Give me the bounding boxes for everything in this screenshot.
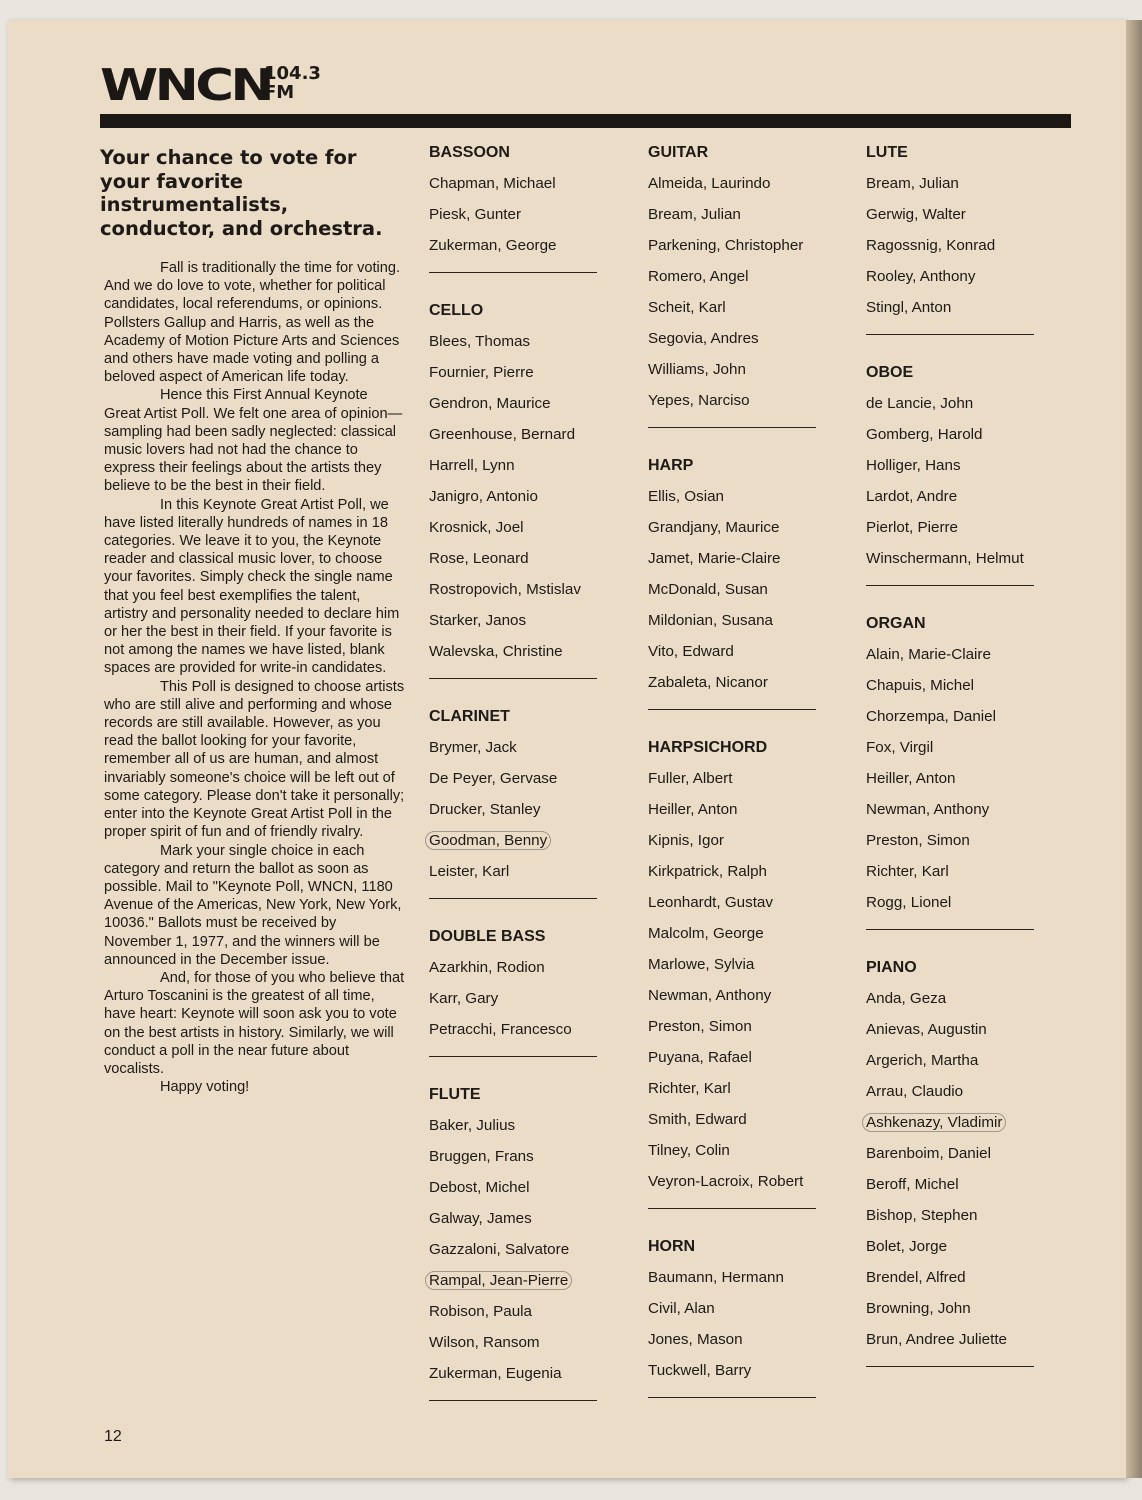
- ballot-name-text: Rostropovich, Mstislav: [429, 581, 581, 598]
- ballot-name-text: Krosnick, Joel: [429, 519, 524, 536]
- ballot-name-text: Puyana, Rafael: [648, 1049, 752, 1066]
- ballot-name-text: Leonhardt, Gustav: [648, 894, 773, 911]
- ballot-name-text: Azarkhin, Rodion: [429, 959, 545, 976]
- ballot-name[interactable]: [648, 830, 828, 861]
- ballot-name[interactable]: [648, 390, 828, 421]
- intro-paragraph: And, for those of you who believe that Arturo Toscanini is the greatest of all time, have heart: Keynote will soon ask you to vote on the best artists in history. Similarly, we will conduct a poll in the near future about vocalists.: [104, 969, 405, 1077]
- ballot-name[interactable]: [866, 988, 1046, 1019]
- intro-paragraph: Happy voting!: [160, 1079, 250, 1096]
- ballot-name[interactable]: [429, 1363, 609, 1394]
- ballot-name[interactable]: [429, 610, 609, 641]
- ballot-name[interactable]: [648, 1109, 828, 1140]
- category-heading: HARP: [648, 457, 694, 474]
- ballot-name[interactable]: [866, 644, 1046, 675]
- ballot-name-text: Debost, Michel: [429, 1179, 530, 1196]
- write-in-line[interactable]: [429, 672, 609, 706]
- ballot-name[interactable]: [429, 1270, 609, 1301]
- circled-ballot-name: Rampal, Jean-Pierre: [425, 1271, 572, 1290]
- ballot-name-text: Anievas, Augustin: [866, 1021, 987, 1038]
- ballot-name[interactable]: [866, 297, 1046, 328]
- ballot-name[interactable]: [429, 235, 609, 266]
- ballot-name-text: Yepes, Narciso: [648, 392, 750, 409]
- ballot-name[interactable]: [429, 1208, 609, 1239]
- ballot-name-text: Brun, Andree Juliette: [866, 1331, 1007, 1348]
- ballot-name-text: Leister, Karl: [429, 863, 510, 880]
- ballot-name-text: Alain, Marie-Claire: [866, 646, 991, 663]
- ballot-name[interactable]: [429, 173, 609, 204]
- ballot-name[interactable]: [648, 548, 828, 579]
- ballot-name[interactable]: [429, 830, 609, 861]
- ballot-name[interactable]: [866, 1205, 1046, 1236]
- ballot-name[interactable]: [866, 1298, 1046, 1329]
- ballot-name[interactable]: [648, 297, 828, 328]
- ballot-name[interactable]: [648, 486, 828, 517]
- ballot-name-text: Grandjany, Maurice: [648, 519, 780, 536]
- ballot-name-text: Janigro, Antonio: [429, 488, 538, 505]
- ballot-name-text: McDonald, Susan: [648, 581, 768, 598]
- ballot-name-text: Marlowe, Sylvia: [648, 956, 755, 973]
- ballot-name-text: Arrau, Claudio: [866, 1083, 964, 1100]
- category-heading: GUITAR: [648, 144, 709, 161]
- ballot-name-text: Bolet, Jorge: [866, 1238, 948, 1255]
- ballot-column-3: [866, 142, 1046, 1394]
- ballot-name-text: Bishop, Stephen: [866, 1207, 978, 1224]
- ballot-name-text: Karr, Gary: [429, 990, 499, 1007]
- ballot-name[interactable]: [648, 266, 828, 297]
- ballot-name[interactable]: [429, 1332, 609, 1363]
- circled-ballot-name: Goodman, Benny: [425, 831, 551, 850]
- ballot-name[interactable]: [648, 1329, 828, 1360]
- ballot-name[interactable]: [648, 672, 828, 703]
- category-heading: HORN: [648, 1238, 696, 1255]
- ballot-name[interactable]: [429, 1019, 609, 1050]
- ballot-name-text: Gerwig, Walter: [866, 206, 966, 223]
- ballot-name-text: Baker, Julius: [429, 1117, 516, 1134]
- ballot-name-text: Romero, Angel: [648, 268, 749, 285]
- ballot-name-text: Pierlot, Pierre: [866, 519, 959, 536]
- ballot-name[interactable]: [429, 204, 609, 235]
- ballot-name[interactable]: [429, 362, 609, 393]
- intro-text: [104, 259, 406, 1096]
- ballot-name-text: Williams, John: [648, 361, 746, 378]
- ballot-name[interactable]: [866, 830, 1046, 861]
- ballot-name[interactable]: [866, 486, 1046, 517]
- ballot-name-text: Newman, Anthony: [866, 801, 990, 818]
- ballot-name-text: de Lancie, John: [866, 395, 974, 412]
- ballot-name-text: Malcolm, George: [648, 925, 764, 942]
- ballot-name[interactable]: [648, 892, 828, 923]
- ballot-name-text: Gomberg, Harold: [866, 426, 983, 443]
- ballot-name-text: Bream, Julian: [866, 175, 959, 192]
- ballot-name[interactable]: [648, 610, 828, 641]
- ballot-name-text: Rose, Leonard: [429, 550, 529, 567]
- ballot-name-text: Brymer, Jack: [429, 739, 517, 756]
- ballot-name-text: Civil, Alan: [648, 1300, 715, 1317]
- ballot-name-text: Mildonian, Susana: [648, 612, 773, 629]
- ballot-name[interactable]: [648, 799, 828, 830]
- ballot-name[interactable]: [429, 486, 609, 517]
- ballot-name[interactable]: [429, 737, 609, 768]
- write-in-line[interactable]: [429, 1394, 609, 1428]
- ballot-column-2: [648, 142, 828, 1425]
- logo-frequency-band: FM: [264, 82, 295, 103]
- ballot-name[interactable]: [866, 768, 1046, 799]
- ballot-name-text: Baumann, Hermann: [648, 1269, 784, 1286]
- ballot-name-text: Chapuis, Michel: [866, 677, 975, 694]
- category-heading: LUTE: [866, 144, 908, 161]
- ballot-name-text: Walevska, Christine: [429, 643, 563, 660]
- ballot-name[interactable]: [866, 1267, 1046, 1298]
- ballot-name-text: Robison, Paula: [429, 1303, 533, 1320]
- write-in-line[interactable]: [648, 703, 828, 737]
- ballot-name[interactable]: [648, 328, 828, 359]
- ballot-name-text: Beroff, Michel: [866, 1176, 959, 1193]
- ballot-name-text: Argerich, Martha: [866, 1052, 979, 1069]
- ballot-name[interactable]: [648, 1298, 828, 1329]
- ballot-name[interactable]: [866, 1081, 1046, 1112]
- ballot-name-text: Blees, Thomas: [429, 333, 531, 350]
- write-in-line[interactable]: [429, 1050, 609, 1084]
- ballot-name[interactable]: [648, 173, 828, 204]
- ballot-name[interactable]: [429, 988, 609, 1019]
- ballot-name[interactable]: [866, 548, 1046, 579]
- ballot-name-text: Chapman, Michael: [429, 175, 556, 192]
- wncn-logo: [100, 60, 321, 111]
- write-in-line[interactable]: [866, 1360, 1046, 1394]
- ballot-name[interactable]: [648, 235, 828, 266]
- ballot-name[interactable]: [429, 1146, 609, 1177]
- ballot-name[interactable]: [866, 517, 1046, 548]
- ballot-name-text: Gendron, Maurice: [429, 395, 551, 412]
- ballot-name[interactable]: [429, 548, 609, 579]
- ballot-name[interactable]: [648, 1140, 828, 1171]
- ballot-name[interactable]: [648, 1360, 828, 1391]
- ballot-name[interactable]: [648, 768, 828, 799]
- ballot-name-text: Heiller, Anton: [648, 801, 738, 818]
- write-in-line[interactable]: [648, 421, 828, 455]
- write-in-line[interactable]: [429, 892, 609, 926]
- ballot-name-text: Jamet, Marie-Claire: [648, 550, 781, 567]
- page-spine: [1126, 20, 1142, 1478]
- ballot-name-text: Rogg, Lionel: [866, 894, 952, 911]
- category-heading: DOUBLE BASS: [429, 928, 546, 945]
- ballot-name-text: Ragossnig, Konrad: [866, 237, 996, 254]
- ballot-name-text: Richter, Karl: [648, 1080, 731, 1097]
- category-heading: HARPSICHORD: [648, 739, 768, 756]
- ballot-name[interactable]: [429, 579, 609, 610]
- write-in-line[interactable]: [429, 266, 609, 300]
- ballot-name[interactable]: [866, 861, 1046, 892]
- ballot-name-text: Veyron-Lacroix, Robert: [648, 1173, 804, 1190]
- ballot-name-text: Piesk, Gunter: [429, 206, 522, 223]
- ballot-name[interactable]: [648, 954, 828, 985]
- ballot-name-text: Gazzaloni, Salvatore: [429, 1241, 570, 1258]
- category-heading: ORGAN: [866, 615, 926, 632]
- ballot-column-1: [429, 142, 609, 1428]
- ballot-name[interactable]: [429, 1177, 609, 1208]
- ballot-name-text: Almeida, Laurindo: [648, 175, 771, 192]
- ballot-name-text: Parkening, Christopher: [648, 237, 804, 254]
- ballot-name-text: Scheit, Karl: [648, 299, 726, 316]
- ballot-name[interactable]: [866, 1112, 1046, 1143]
- ballot-name[interactable]: [648, 517, 828, 548]
- category-heading: PIANO: [866, 959, 917, 976]
- ballot-name-text: Ellis, Osian: [648, 488, 724, 505]
- ballot-name[interactable]: [648, 1016, 828, 1047]
- ballot-name-text: Petracchi, Francesco: [429, 1021, 572, 1038]
- ballot-name[interactable]: [648, 923, 828, 954]
- ballot-name[interactable]: [866, 737, 1046, 768]
- ballot-name-text: Jones, Mason: [648, 1331, 743, 1348]
- ballot-name-text: Starker, Janos: [429, 612, 527, 629]
- page-headline: Your chance to vote for your favorite instrumentalists, conductor, and orchestra.: [100, 146, 383, 240]
- ballot-name[interactable]: [866, 799, 1046, 830]
- ballot-name-text: Chorzempa, Daniel: [866, 708, 996, 725]
- ballot-name[interactable]: [866, 1174, 1046, 1205]
- ballot-name-text: Harrell, Lynn: [429, 457, 515, 474]
- ballot-name[interactable]: [648, 985, 828, 1016]
- ballot-name-text: Tuckwell, Barry: [648, 1362, 752, 1379]
- ballot-name-text: Fox, Virgil: [866, 739, 934, 756]
- write-in-line[interactable]: [648, 1391, 828, 1425]
- ballot-name[interactable]: [648, 1267, 828, 1298]
- circled-ballot-name: Ashkenazy, Vladimir: [862, 1113, 1006, 1132]
- ballot-name[interactable]: [866, 1050, 1046, 1081]
- ballot-name[interactable]: [866, 1019, 1046, 1050]
- ballot-name[interactable]: [866, 1236, 1046, 1267]
- ballot-name[interactable]: [429, 1115, 609, 1146]
- ballot-name-text: Newman, Anthony: [648, 987, 772, 1004]
- ballot-name-text: Wilson, Ransom: [429, 1334, 540, 1351]
- ballot-name[interactable]: [866, 393, 1046, 424]
- logo-frequency-number: 104.3: [264, 63, 321, 84]
- ballot-name[interactable]: [866, 1143, 1046, 1174]
- ballot-name-text: Rooley, Anthony: [866, 268, 976, 285]
- ballot-name[interactable]: [429, 641, 609, 672]
- ballot-name-text: Zukerman, Eugenia: [429, 1365, 562, 1382]
- ballot-name-text: Heiller, Anton: [866, 770, 956, 787]
- ballot-name-text: Bream, Julian: [648, 206, 741, 223]
- ballot-name[interactable]: [866, 455, 1046, 486]
- ballot-name[interactable]: [866, 173, 1046, 204]
- category-heading: BASSOON: [429, 144, 510, 161]
- intro-paragraph: Fall is traditionally the time for voting. And we do love to vote, whether for political candidates, local referendums, or opinions. Pollsters Gallup and Harris, as well as the Academy of Motion Picture Arts and Sciences and others have made voting and polling a beloved aspect of American life today.: [104, 260, 401, 386]
- ballot-name-text: Browning, John: [866, 1300, 971, 1317]
- ballot-name[interactable]: [648, 641, 828, 672]
- write-in-line[interactable]: [866, 923, 1046, 957]
- page-number: 12: [104, 1428, 122, 1445]
- ballot-name[interactable]: [429, 861, 609, 892]
- category-heading: OBOE: [866, 364, 914, 381]
- ballot-name-text: Galway, James: [429, 1210, 532, 1227]
- ballot-name-text: Tilney, Colin: [648, 1142, 730, 1159]
- ballot-name[interactable]: [429, 1239, 609, 1270]
- ballot-name[interactable]: [648, 359, 828, 390]
- ballot-name[interactable]: [866, 424, 1046, 455]
- ballot-name[interactable]: [866, 706, 1046, 737]
- ballot-name-text: Fuller, Albert: [648, 770, 733, 787]
- ballot-name[interactable]: [429, 799, 609, 830]
- ballot-name[interactable]: [429, 957, 609, 988]
- ballot-name[interactable]: [648, 1171, 828, 1202]
- ballot-name[interactable]: [866, 235, 1046, 266]
- ballot-name-text: Fournier, Pierre: [429, 364, 534, 381]
- ballot-name[interactable]: [429, 331, 609, 362]
- ballot-name[interactable]: [866, 1329, 1046, 1360]
- ballot-name-text: Preston, Simon: [648, 1018, 752, 1035]
- ballot-name-text: Stingl, Anton: [866, 299, 952, 316]
- ballot-name-text: Holliger, Hans: [866, 457, 961, 474]
- intro-paragraph: This Poll is designed to choose artists who are still alive and performing and whose records are still available. However, as you read the ballot looking for your favorite, remember all of us are human, and almost invariably someone's choice will be left out of some category. Please don't take it personally; enter into the Keynote Great Artist Poll in the proper spirit of fun and of friendly rivalry.: [104, 678, 405, 841]
- intro-paragraph: Hence this First Annual Keynote Great Artist Poll. We felt one area of opinion—sampling had been sadly neglected: classical music lovers had not had the chance to express their feelings about the artists they believe to be the best in their field.: [104, 387, 403, 495]
- write-in-line[interactable]: [866, 328, 1046, 362]
- logo-wordmark: WNCN: [100, 60, 271, 111]
- ballot-name-text: Richter, Karl: [866, 863, 949, 880]
- write-in-line[interactable]: [648, 1202, 828, 1236]
- ballot-name-text: Brendel, Alfred: [866, 1269, 966, 1286]
- ballot-name-text: Kirkpatrick, Ralph: [648, 863, 768, 880]
- ballot-name-text: De Peyer, Gervase: [429, 770, 558, 787]
- ballot-name-text: Zukerman, George: [429, 237, 557, 254]
- ballot-name-text: Anda, Geza: [866, 990, 947, 1007]
- ballot-name[interactable]: [429, 424, 609, 455]
- category-heading: CLARINET: [429, 708, 510, 725]
- ballot-name[interactable]: [866, 204, 1046, 235]
- intro-paragraph: Mark your single choice in each category and return the ballot as soon as possible. Mail to "Keynote Poll, WNCN, 1180 Avenue of the Americas, New York, New York, 10036." Ballots must be received by November 1, 1977, and the winners will be announced in the December issue.: [104, 842, 402, 968]
- ballot-name[interactable]: [648, 579, 828, 610]
- ballot-name-text: Preston, Simon: [866, 832, 970, 849]
- write-in-line[interactable]: [866, 579, 1046, 613]
- ballot-name[interactable]: [866, 266, 1046, 297]
- ballot-name-text: Barenboim, Daniel: [866, 1145, 991, 1162]
- ballot-name-text: Segovia, Andres: [648, 330, 759, 347]
- ballot-name[interactable]: [866, 675, 1046, 706]
- intro-paragraph: In this Keynote Great Artist Poll, we have listed literally hundreds of names in 18 categories. We leave it to you, the Keynote reader and classical music lover, to choose your favorites. Simply check the single name that you feel best exemplifies the talent, artistry and personality needed to declare him or her the best in their field. If your favorite is not among the names we have listed, blank spaces are provided for write-in candidates.: [104, 496, 400, 677]
- ballot-name[interactable]: [429, 455, 609, 486]
- ballot-name[interactable]: [648, 1047, 828, 1078]
- ballot-name-text: Vito, Edward: [648, 643, 734, 660]
- category-heading: CELLO: [429, 302, 484, 319]
- ballot-name[interactable]: [429, 1301, 609, 1332]
- ballot-name-text: Greenhouse, Bernard: [429, 426, 576, 443]
- ballot-name[interactable]: [429, 393, 609, 424]
- ballot-name[interactable]: [429, 768, 609, 799]
- ballot-name-text: Kipnis, Igor: [648, 832, 724, 849]
- ballot-name[interactable]: [648, 204, 828, 235]
- ballot-name[interactable]: [648, 1078, 828, 1109]
- ballot-name-text: Zabaleta, Nicanor: [648, 674, 768, 691]
- ballot-name-text: Smith, Edward: [648, 1111, 747, 1128]
- ballot-name-text: Lardot, Andre: [866, 488, 958, 505]
- ballot-name-text: Bruggen, Frans: [429, 1148, 534, 1165]
- ballot-name-text: Drucker, Stanley: [429, 801, 541, 818]
- ballot-name[interactable]: [429, 517, 609, 548]
- ballot-name[interactable]: [648, 861, 828, 892]
- ballot-name-text: Winschermann, Helmut: [866, 550, 1024, 567]
- header-rule: [100, 114, 1071, 128]
- category-heading: FLUTE: [429, 1086, 481, 1103]
- ballot-name[interactable]: [866, 892, 1046, 923]
